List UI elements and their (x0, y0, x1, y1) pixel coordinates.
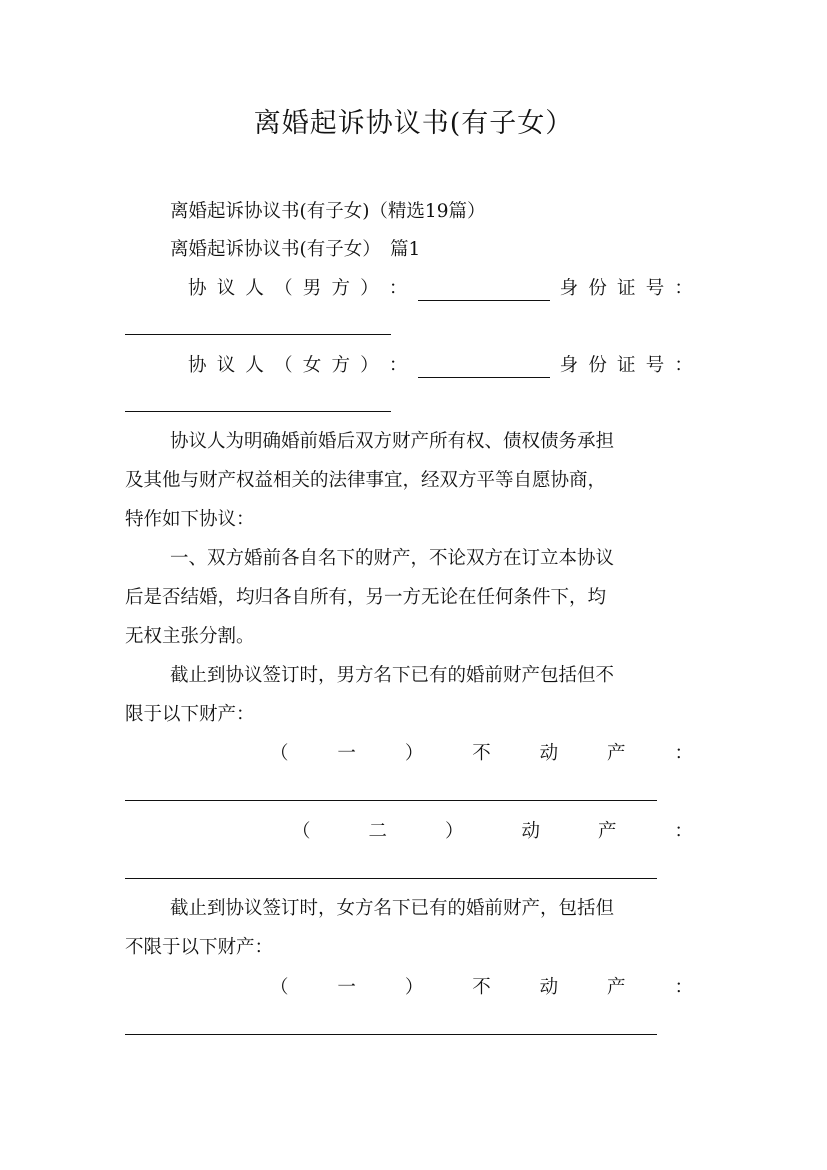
item-char: （ (270, 977, 289, 998)
item-char: 一 (337, 977, 356, 998)
item-char: 产 (607, 977, 626, 998)
intro-line: 及其他与财产权益相关的法律事宜，经双方平等自愿协商， (125, 470, 607, 491)
item-char: 不 (472, 743, 491, 764)
item-char: 动 (539, 977, 559, 998)
party-female-label-char: 议 (216, 355, 236, 376)
realestate-female-blank (125, 1034, 657, 1035)
item-char: 一 (337, 743, 356, 764)
party-male-id-blank (125, 334, 391, 335)
party-female-label-char: ） (360, 355, 379, 376)
item-char: ： (674, 821, 693, 842)
party-male-label-char: 男 (302, 278, 322, 299)
party-male-id-char: 份 (588, 278, 607, 299)
party-male-id-char: 号 (645, 278, 665, 299)
item-char: 产 (597, 821, 617, 842)
clause-line: 无权主张分割。 (125, 626, 255, 647)
item-char: ： (674, 977, 693, 998)
male-assets-line: 限于以下财产： (125, 704, 255, 725)
clause-line: 后是否结婚，均归各自所有，另一方无论在任何条件下，均 (125, 587, 607, 608)
party-female-label-char: 方 (331, 355, 350, 376)
item-char: 动 (539, 743, 559, 764)
item-char: 产 (607, 743, 626, 764)
item-realestate-female-row (270, 976, 693, 1000)
party-male-label-char: （ (274, 278, 293, 299)
party-male-id-char: 身 (559, 278, 579, 299)
item-char: （ (270, 743, 289, 764)
intro-line: 协议人为明确婚前婚后双方财产所有权、债权债务承担 (170, 431, 615, 452)
party-female-label-char: 女 (302, 355, 322, 376)
party-male-label-char: 人 (245, 278, 264, 299)
party-female-id-char: 证 (617, 355, 636, 376)
item-realestate-male-row (270, 742, 693, 766)
item-char: 不 (472, 977, 491, 998)
party-male-id-char: ： (674, 278, 693, 299)
item-char: ） (444, 821, 464, 842)
party-male-label-char: 议 (216, 278, 236, 299)
party-male-row (188, 277, 693, 301)
party-female-id-char: 号 (645, 355, 665, 376)
document-title: 离婚起诉协议书(有子女） (253, 108, 574, 139)
item-char: ） (404, 743, 424, 764)
item-char: ） (404, 977, 424, 998)
item-char: （ (292, 821, 311, 842)
male-assets-line: 截止到协议签订时，男方名下已有的婚前财产包括但不 (170, 665, 615, 686)
movable-male-blank (125, 878, 657, 879)
female-assets-line: 不限于以下财产： (125, 937, 274, 958)
party-male-name-blank (418, 282, 550, 301)
item-movable-male-row (292, 820, 693, 844)
party-male-label-char: 方 (331, 278, 350, 299)
party-female-label-char: 人 (245, 355, 264, 376)
party-female-id-char: 份 (588, 355, 607, 376)
party-female-id-char: ： (674, 355, 693, 376)
party-female-name-blank (418, 359, 550, 378)
party-male-label-char: 协 (188, 278, 207, 299)
intro-line: 特作如下协议： (125, 509, 255, 530)
item-char: 二 (368, 821, 387, 842)
party-female-id-char: 身 (559, 355, 579, 376)
item-char: ： (674, 743, 693, 764)
party-male-id-char: 证 (617, 278, 636, 299)
party-female-label-char: ： (388, 355, 408, 376)
party-male-label-char: ） (360, 278, 379, 299)
party-male-label-char: ： (388, 278, 408, 299)
party-female-label-char: 协 (188, 355, 207, 376)
party-female-row (188, 354, 693, 378)
document-subtitle: 离婚起诉协议书(有子女)（精选19篇） (170, 201, 486, 222)
realestate-male-blank (125, 800, 657, 801)
party-female-id-blank (125, 411, 391, 412)
section-heading: 离婚起诉协议书(有子女） 篇1 (170, 239, 421, 260)
female-assets-line: 截止到协议签订时，女方名下已有的婚前财产，包括但 (170, 898, 615, 919)
clause-line: 一、双方婚前各自名下的财产，不论双方在订立本协议 (170, 548, 615, 569)
party-female-label-char: （ (274, 355, 293, 376)
item-char: 动 (521, 821, 540, 842)
